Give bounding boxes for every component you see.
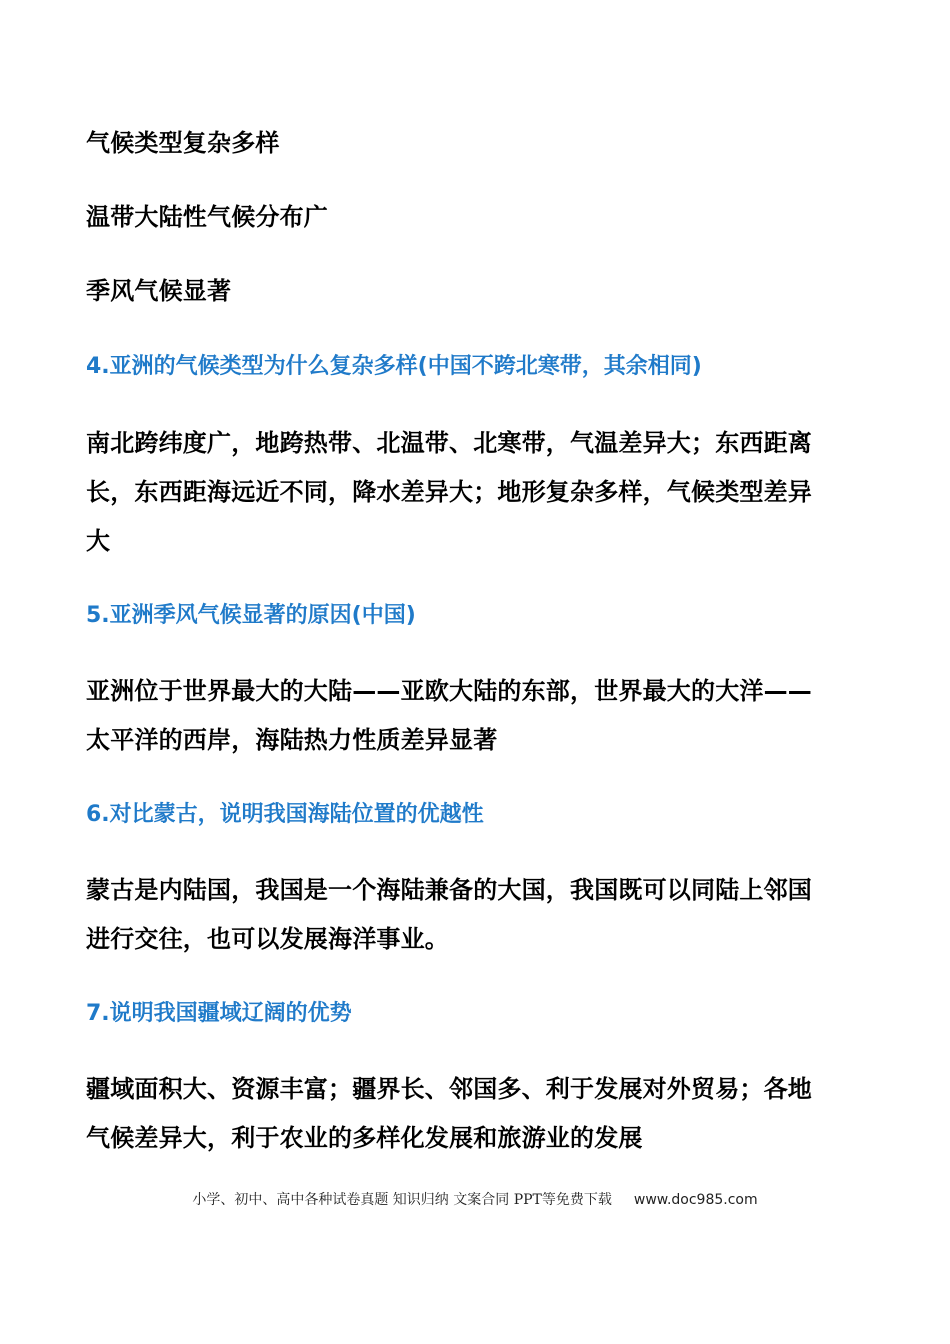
- intro-line-climate-diverse: 气候类型复杂多样: [86, 129, 280, 157]
- footer-text: 小学、初中、高中各种试卷真题 知识归纳 文案合同 PPT等免费下载: [192, 1192, 612, 1208]
- question-7-answer-line-2: 气候差异大，利于农业的多样化发展和旅游业的发展: [86, 1124, 643, 1152]
- question-4-answer-line-3: 大: [86, 527, 111, 555]
- page-footer: [0, 1190, 950, 1210]
- question-5-answer-line-2: 太平洋的西岸，海陆热力性质差异显著: [86, 726, 498, 754]
- footer-url[interactable]: www.doc985.com: [633, 1192, 758, 1208]
- question-5-heading: 5.亚洲季风气候显著的原因(中国): [86, 603, 416, 628]
- question-4-answer-line-1: 南北跨纬度广，地跨热带、北温带、北寒带，气温差异大；东西距离: [86, 429, 812, 457]
- question-4-heading: 4.亚洲的气候类型为什么复杂多样(中国不跨北寒带，其余相同): [86, 354, 702, 379]
- question-7-heading: 7.说明我国疆域辽阔的优势: [86, 1001, 352, 1026]
- intro-line-continental-climate: 温带大陆性气候分布广: [86, 203, 328, 231]
- question-4-answer-line-2: 长，东西距海远近不同，降水差异大；地形复杂多样，气候类型差异: [86, 478, 812, 506]
- question-5-answer-line-1: 亚洲位于世界最大的大陆——亚欧大陆的东部，世界最大的大洋——: [86, 677, 812, 705]
- question-6-answer-line-1: 蒙古是内陆国，我国是一个海陆兼备的大国，我国既可以同陆上邻国: [86, 876, 812, 904]
- question-6-answer-line-2: 进行交往，也可以发展海洋事业。: [86, 925, 449, 953]
- question-6-heading: 6.对比蒙古，说明我国海陆位置的优越性: [86, 802, 484, 827]
- intro-line-monsoon-climate: 季风气候显著: [86, 277, 232, 305]
- question-7-answer-line-1: 疆域面积大、资源丰富；疆界长、邻国多、利于发展对外贸易；各地: [86, 1075, 812, 1103]
